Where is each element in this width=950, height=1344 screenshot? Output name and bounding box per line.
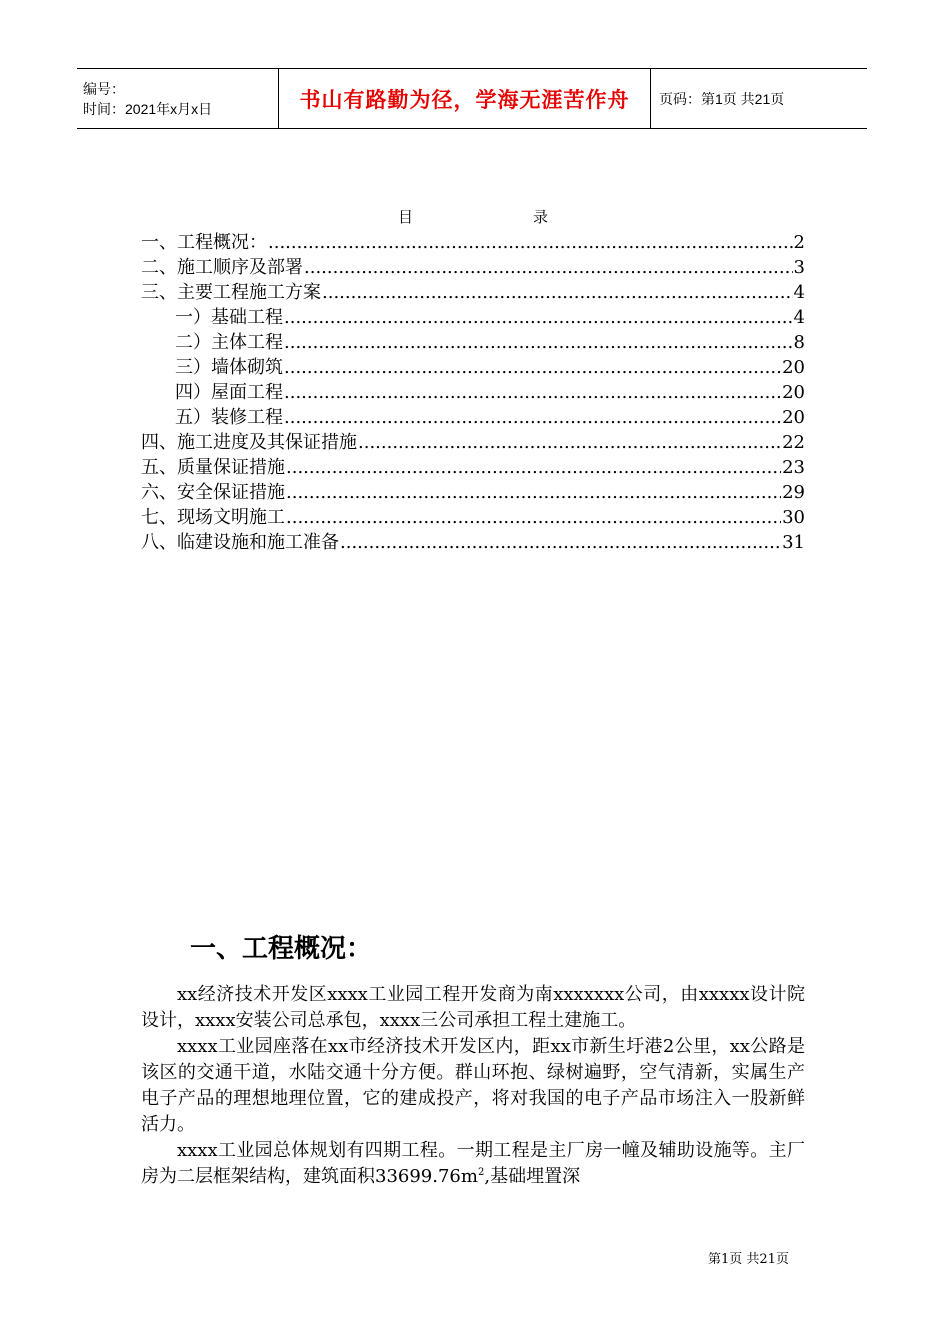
toc-entry-page: 4 [793, 307, 805, 328]
paragraph-text: xxxx工业园总体规划有四期工程。一期工程是主厂房一幢及辅助设施等。主厂房为二层框架结构，建筑面积33699.76m [141, 1140, 805, 1187]
toc-leader-dots [322, 280, 793, 305]
header-page-info [651, 69, 867, 128]
section-body [141, 982, 805, 1190]
toc-entry-label: 四、施工进度及其保证措施 [141, 432, 357, 453]
toc-entry-page: 20 [782, 382, 805, 403]
toc-leader-dots [284, 330, 793, 355]
page-header [77, 68, 867, 129]
toc-entry-page: 4 [793, 282, 805, 303]
toc-entry-label: 三）墙体砌筑 [175, 357, 283, 378]
toc-entry-page: 31 [782, 532, 805, 553]
toc-entry[interactable] [141, 455, 805, 480]
motto-text: 书山有路勤为径，学海无涯苦作舟 [299, 87, 630, 112]
toc-entry-label: 六、安全保证措施 [141, 482, 285, 503]
toc-entry[interactable] [141, 505, 805, 530]
toc-entry-page: 23 [782, 457, 805, 478]
toc-leader-dots [340, 530, 781, 555]
toc-leader-dots [268, 230, 793, 255]
toc-entry-page: 8 [793, 332, 805, 353]
toc-subentry[interactable] [141, 355, 805, 380]
toc-entry-label: 三、主要工程施工方案 [141, 282, 321, 303]
page-footer: 第1页 共21页 [708, 1252, 789, 1267]
body-paragraph [141, 1138, 805, 1190]
toc-entry[interactable] [141, 530, 805, 555]
toc-entry-label: 二、施工顺序及部署 [141, 257, 303, 278]
header-number: 编号： [83, 80, 125, 97]
toc-entry-label: 五）装修工程 [175, 407, 283, 428]
header-meta [77, 69, 279, 128]
table-of-contents [141, 230, 805, 555]
header-time: 时间：2021年x月x日 [83, 100, 213, 117]
toc-entry[interactable] [141, 255, 805, 280]
toc-title-right: 录 [532, 208, 548, 226]
paragraph-tail: ,基础埋置深 [484, 1166, 581, 1187]
body-paragraph: xx经济技术开发区xxxx工业园工程开发商为南xxxxxxx公司，由xxxxx设计院设计，xxxx安装公司总承包，xxxx三公司承担工程土建施工。 [141, 984, 805, 1031]
toc-leader-dots [304, 255, 793, 280]
toc-entry[interactable] [141, 480, 805, 505]
toc-leader-dots [284, 355, 781, 380]
toc-entry-label: 一）基础工程 [175, 307, 283, 328]
toc-entry[interactable] [141, 230, 805, 255]
toc-title-left: 目 [398, 208, 414, 226]
header-page-text: 页码：第1页 共21页 [659, 90, 785, 107]
toc-entry-page: 20 [782, 407, 805, 428]
section-heading: 一、工程概况： [190, 934, 373, 964]
superscript: 2 [477, 1167, 485, 1178]
toc-leader-dots [284, 405, 781, 430]
toc-entry-page: 2 [793, 232, 805, 253]
toc-leader-dots [286, 480, 781, 505]
toc-entry-label: 八、临建设施和施工准备 [141, 532, 339, 553]
body-paragraph: xxxx工业园座落在xx市经济技术开发区内，距xx市新生圩港2公里，xx公路是该区的交通干道，水陆交通十分方便。群山环抱、绿树遍野，空气清新，实属生产电子产品的理想地理位置，它的建成投产，将对我国的电子产品市场注入一股新鲜活力。 [141, 1036, 805, 1135]
toc-leader-dots [358, 430, 781, 455]
toc-leader-dots [286, 455, 781, 480]
toc-entry-label: 一、工程概况： [141, 232, 267, 253]
toc-entry[interactable] [141, 430, 805, 455]
toc-entry-page: 29 [782, 482, 805, 503]
toc-entry-page: 3 [793, 257, 805, 278]
toc-entry-page: 30 [782, 507, 805, 528]
toc-subentry[interactable] [141, 330, 805, 355]
toc-entry-label: 二）主体工程 [175, 332, 283, 353]
toc-entry-label: 五、质量保证措施 [141, 457, 285, 478]
toc-subentry[interactable] [141, 405, 805, 430]
toc-subentry[interactable] [141, 380, 805, 405]
toc-entry-label: 七、现场文明施工 [141, 507, 285, 528]
toc-subentry[interactable] [141, 305, 805, 330]
header-motto [279, 69, 651, 128]
toc-leader-dots [284, 380, 781, 405]
toc-title [398, 206, 548, 227]
toc-leader-dots [286, 505, 781, 530]
toc-entry-page: 22 [782, 432, 805, 453]
toc-entry[interactable] [141, 280, 805, 305]
toc-entry-page: 20 [782, 357, 805, 378]
toc-leader-dots [284, 305, 793, 330]
toc-entry-label: 四）屋面工程 [175, 382, 283, 403]
